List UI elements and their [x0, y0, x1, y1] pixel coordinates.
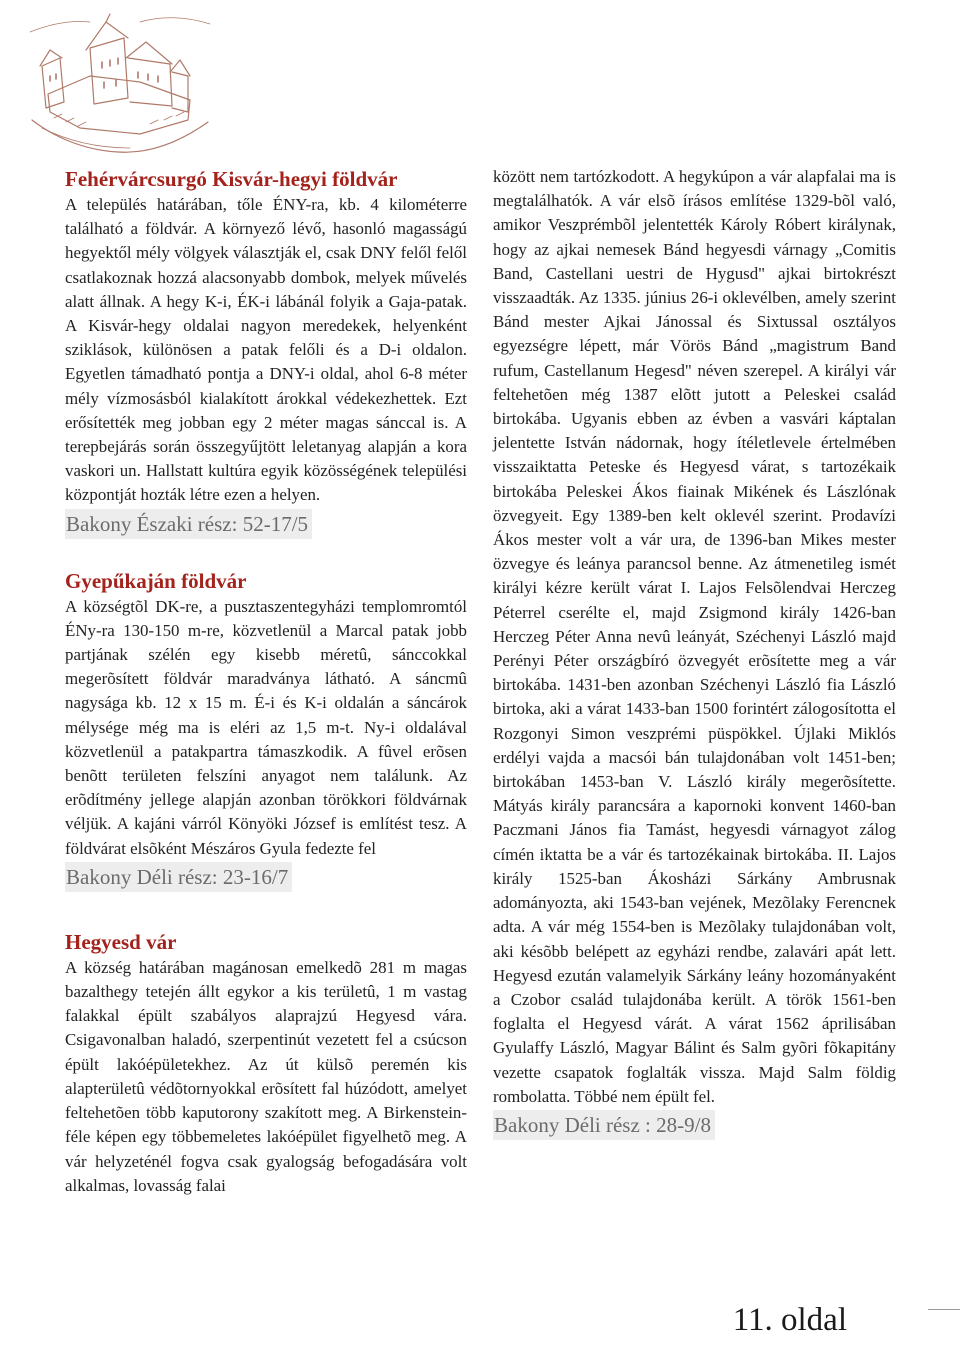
section-title-hegyesd: Hegyesd vár	[65, 929, 177, 954]
section-body-gyepukajan: A községtõl DK-re, a pusztaszentegyházi templomromtól ÉNy-ra 130-150 m-re, közvetlenül a Marcal patak jobb partjának szélén egy kisebb méretû, sánccokkal megerõsített földvár maradványa látható. A sáncmû nagysága kb. 12 x 15 m. É-i és K-i oldalán a sáncárok mélysége még ma is eléri az 1,5 m-t. Ny-i oldalával közvetlenül a patakpartra támaszkodik. A fûvel erõsen benõtt területen felszíni anyagot nem találunk. Az erõdítmény jellege alapján azonban törökkori földvárnak véljük. A kajáni várról Könyöki József is említést tesz. A földvárat elsõként Mészáros Gyula fedezte fel	[65, 596, 467, 858]
reference-badge-gyepukajan: Bakony Déli rész: 23-16/7	[65, 862, 292, 892]
reference-badge-hegyesd: Bakony Déli rész : 28-9/8	[493, 1110, 715, 1140]
castle-sketch-logo	[20, 2, 220, 164]
reference-badge-fehervarcsurgo: Bakony Északi rész: 52-17/5	[65, 509, 312, 539]
footer-rule	[928, 1309, 960, 1310]
section-title-fehervarcsurgo: Fehérvárcsurgó Kisvár-hegyi földvár	[65, 167, 398, 191]
section-title-gyepukajan: Gyepűkaján földvár	[65, 568, 247, 593]
right-column	[493, 165, 896, 1140]
section-body-hegyesd: A község határában magánosan emelkedõ 281 m magas bazalthegy tetején állt egykor a kis területû, 1 m vastag falakkal épült szabályos alaprajzú Hegyesd vára. Csigavonalban haladó, szerpentinút vezetett fel a csúcson épült lakóépületekhez. Az út külsõ peremén kis alapterületû védõtornyokkal erõsített fal húzódott, amelyet feltehetõen több kaputorony szakított meg. A Birkenstein-féle képen egy többemeletes lakóépület figyelhetõ meg. A vár helyzeténél fogva csak gyalogság befogadására volt alkalmas, lovasság falai	[65, 957, 467, 1195]
left-column	[65, 165, 467, 1198]
section-body-hegyesd-continued: között nem tartózkodott. A hegykúpon a vár alapfalai ma is megtalálhatók. A vár elsõ írásos említése 1329-bõl való, amikor Veszprémbõl jelentették Károly Róbert királynak, hogy az ajkai nemesek Bánd hegyesdi várnagy „Comitis Band, Castellani uestri de Hygusd" ajkai birtokrészt visszaadták. Az 1335. június 26-i oklevélben, amely szerint Bánd mester Ajkai Jánossal és Sixtussal osztályos egyezségre lépett, már Vörös Bánd „magistrum Band rufum, Castellanum Hegesd" néven szerepel. A királyi vár feltehetõen még 1387 elõtt jutott a Peleskei család birtokába. Ugyanis ebben az évben a vasvári káptalan jelentette István nádornak, hogy ítéletlevele értelmében visszaiktatta Peteske és Hegyesd várat, s tartozékaik birtokába Peleskei Ákos fiainak Mikének és Lászlónak özvegyeit. Egy 1389-ben kelt oklevél szerint. Prodavízi Ákos mester volt a vár ura, de 1396-ban Mikes mester özvegye és leánya parancsol benne. Az átmenetileg ismét királyi kézre került várat I. Lajos Felsõlendvai Herczeg Péterrel cserélte el, majd Zsigmond király 1426-ban Herczeg Péter Anna nevû leányát, Széchenyi László majd Perényi Péter országbíró özvegyét erõsítette meg a vár birtokába. 1431-ben azonban Széchenyi László fia László birtoka, aki a várat 1433-ban 1500 forintért zálogosította el Rozgonyi Simon veszprémi püspökkel. Újlaki Miklós erdélyi vajda a macsói bán tulajdonában volt 1451-ben; birtokában 1453-ban V. László király megerõsítette. Mátyás király parancsára a kapornoki konvent 1460-ban Paczmani János fia Tamást, hegyesdi várnagyot zálog címén iktatta be a vár és tartozékainak birtokába. II. Lajos király 1525-ban Ákosházi Sárkány Ambrusnak adományozta, aki 1543-ban vejének, Mezõlaky Ferencnek adta. A vár még 1554-ben is Mezõlaky tulajdonában volt, aki késõbb belépett az egyházi rendbe, zalavári apát lett. Hegyesd ezután valamelyik Sárkány leány hozományaként a Czobor család tulajdonába került. A török 1561-ben foglalta el Hegyesd várát. A várat 1562 áprilisában Gyulaffy László, Magyar Bálint és Salm gyõri fõkapitány vezette csapatok foglalták vissza. Majd Salm földig rombolatta. Többé nem épült fel.	[493, 167, 896, 1106]
section-body-fehervarcsurgo: A település határában, tőle ÉNY-ra, kb. 4 kilométerre található a földvár. A környező lévő, hasonló magasságú hegyektől mély völgyek választják el, csak DNY felől felől csatlakoznak hozzá alacsonyabb dombok, melyek művelés alatt állnak. A hegy K-i, ÉK-i lábánál folyik a Gaja-patak. A Kisvár-hegy oldalai nagyon meredekek, helyenként sziklások, különösen a patak felőli és a D-i oldalon. Egyetlen támadható pontja a DNY-i oldal, ahol 6-8 méter mély vízmosásból kialakított árokkal védekezhettek. Ezt erősítették meg jobban egy 2 méter magas sánccal is. A terepbejárás során összegyűjtött leletanyag alapján a kora vaskori un. Hallstatt kultúra egyik közösségének települési központját hozták létre ezen a helyen.	[65, 195, 467, 505]
page-number: 11. oldal	[732, 1302, 847, 1338]
